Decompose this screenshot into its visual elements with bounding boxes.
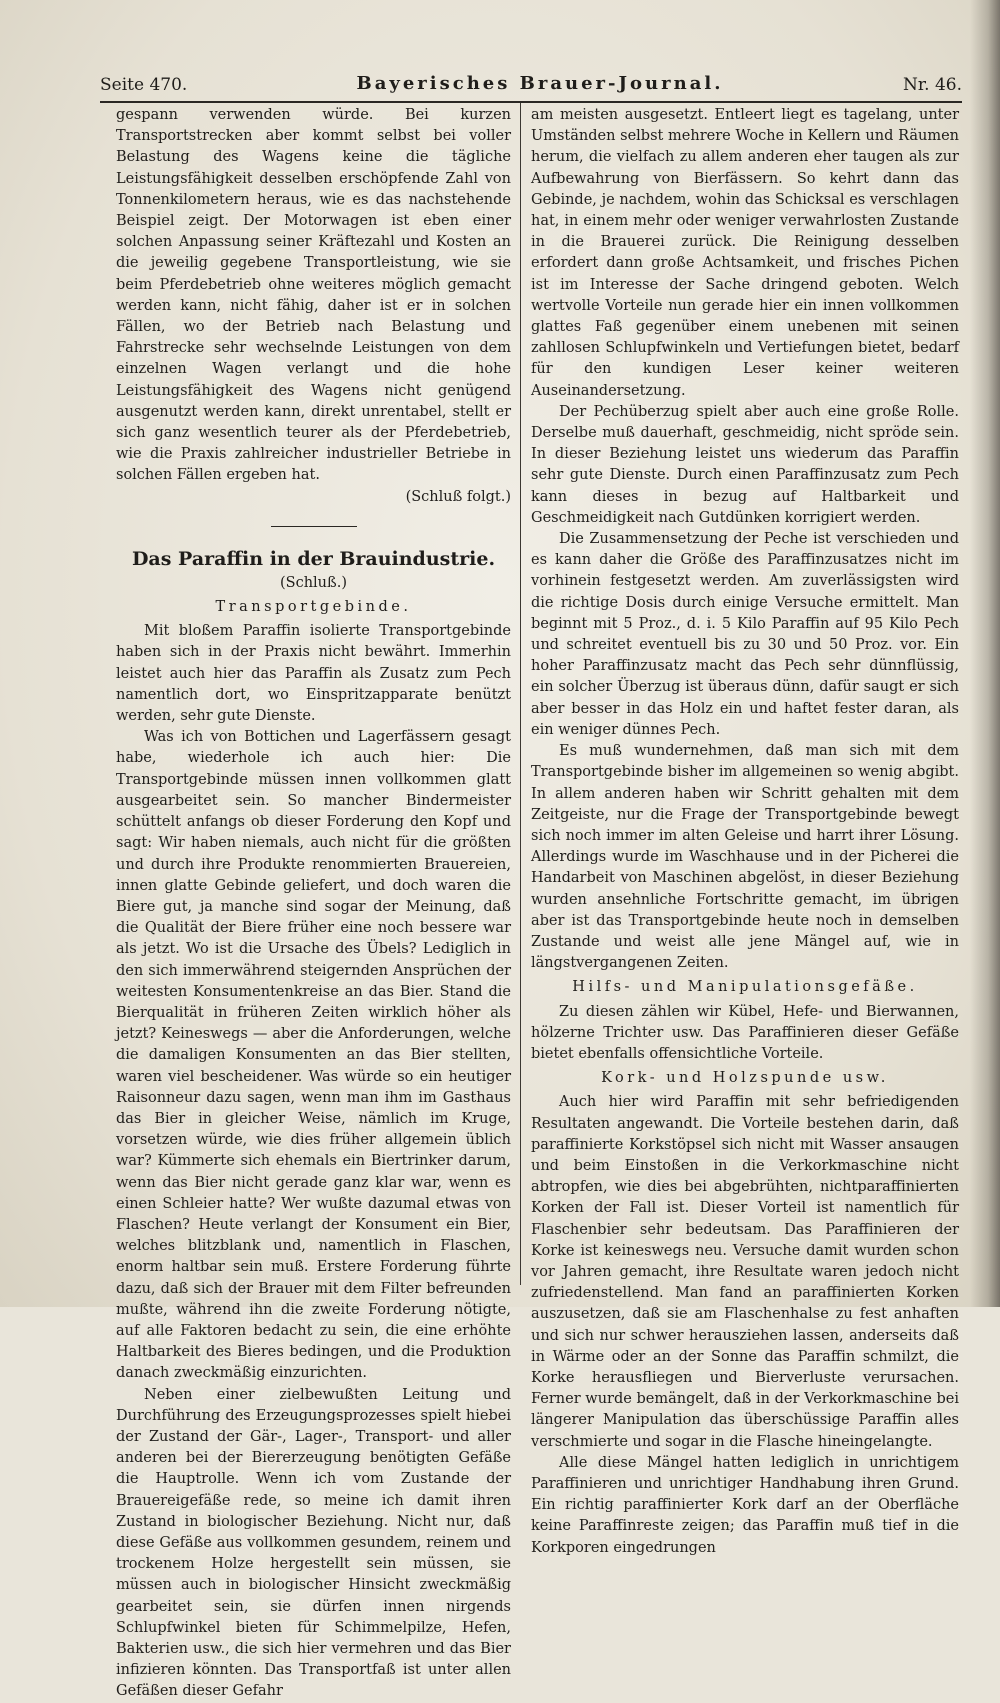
column-divider (520, 103, 521, 1285)
paragraph: Der Pechüberzug spielt aber auch eine große Rolle. Derselbe muß dauerhaft, geschmeidig, nicht spröde sein. In dieser Beziehung leistet uns wiederum das Paraffin sehr gute Dienste. Durch einen Paraffinzusatz zum Pech kann dieses in bezug auf Haltbarkeit und Geschmeidigkeit nach Gutdünken korrigiert werden. (531, 403, 959, 526)
paragraph: Was ich von Bottichen und Lagerfässern gesagt habe, wiederhole ich auch hier: Die Transportgebinde müssen innen vollkommen glatt ausgearbeitet sein. So mancher Bindermeister schüttelt anfangs ob dieser Forderung den Kopf und sagt: Wir haben niemals, auch nicht für die größten und durch ihre Produkte renommierten Brauereien, innen glatte Gebinde geliefert, und doch waren die Biere gut, ja manche sind sogar der Meinung, daß die Qualität der Biere früher eine noch bessere war als jetzt. Wo ist die Ursache des Übels? Lediglich in den sich immerwährend steigernden Ansprüchen der weitesten Konsumentenkreise an das Bier. Stand die Bierqualität in früheren Zeiten wirklich höher als jetzt? Keineswegs — aber die Anforderungen, welche die damaligen Konsumenten an das Bier stellten, waren viel bescheidener. Was würde so ein heutiger Raisonneur dazu sagen, wenn man ihm im Gasthaus das Bier in gleicher Weise, nämlich im Kruge, vorsetzen würde, wie dies früher allgemein üblich war? Kümmerte sich ehemals ein Biertrinker darum, wenn das Bier nicht gerade ganz klar war, wenn es einen Schleier hatte? Wer wußte dazumal etwas von Flaschen? Heute verlangt der Konsument ein Bier, welches blitzblank und, namentlich in Flaschen, enorm haltbar sein muß. Erstere Forderung führte dazu, daß sich der Brauer mit dem Filter befreunden mußte, während ihn die zweite Forderung nötigte, auf alle Faktoren bedacht zu sein, die eine erhöhte Haltbarkeit des Bieres bedingen, und die Produktion danach zweckmäßig einzurichten. (116, 729, 511, 1382)
paragraph: Die Zusammensetzung der Peche ist verschieden und es kann daher die Größe des Paraffinzusatzes nicht im vorhinein festgesetzt werden. Am zuverlässigsten wird die richtige Dosis durch einige Versuche ermittelt. Man beginnt mit 5 Proz., d. i. 5 Kilo Paraffin auf 95 Kilo Pech und schreitet eventuell bis zu 30 und 50 Proz. vor. Ein hoher Paraffinzusatz macht das Pech sehr dünnflüssig, ein solcher Überzug ist überaus dünn, dafür saugt er sich aber besser in das Holz ein und haftet fester daran, als ein weniger dünnes Pech. (531, 531, 959, 738)
section-heading: Kork- und Holzspunde usw. (601, 1070, 889, 1087)
paragraph: Alle diese Mängel hatten lediglich in unrichtigem Paraffinieren und unrichtiger Handhabung ihren Grund. Ein richtig paraffinierter Kork darf an der Oberfläche keine Paraffinreste zeigen; das Paraffin muß tief in die Korkporen eingedrungen (531, 1454, 959, 1556)
section-heading: Hilfs- und Manipulationsgefäße. (572, 979, 918, 996)
continuation-note: (Schluß folgt.) (405, 488, 511, 505)
article-subtitle: (Schluß.) (280, 574, 347, 591)
paragraph: Neben einer zielbewußten Leitung und Durchführung des Erzeugungsprozesses spielt hiebei der Zustand der Gär-, Lager-, Transport- und aller anderen bei der Biererzeugung benötigten Gefäße die Hauptrolle. Wenn ich vom Zustande der Brauereigefäße rede, so meine ich damit ihren Zustand in biologischer Beziehung. Nicht nur, daß diese Gefäße aus vollkommen gesundem, reinem und trockenem Holze hergestellt sein müssen, sie müssen auch in biologischer Hinsicht zweckmäßig gearbeitet sein, sie dürfen innen nirgends Schlupfwinkel bieten für Schimmelpilze, Hefen, Bakterien usw., die sich hier vermehren und das Bier infizieren könnten. Das Transportfaß ist unter allen Gefäßen dieser Gefahr (116, 1386, 511, 1700)
page-number: Seite 470. (100, 75, 188, 95)
paragraph: Es muß wundernehmen, daß man sich mit dem Transportgebinde bisher im allgemeinen so wenig abgibt. In allem anderen haben wir Schritt gehalten mit dem Zeitgeiste, nur die Frage der Transportgebinde bewegt sich noch immer im alten Geleise und harrt ihrer Lösung. Allerdings wurde im Waschhause und in der Picherei die Handarbeit von Maschinen abgelöst, in dieser Beziehung wurden ansehnliche Fortschritte gemacht, im übrigen aber ist das Transportgebinde heute noch in demselben Zustande und weist alle jene Mängel auf, wie in längstvergangenen Zeiten. (531, 743, 959, 972)
paragraph: gespann verwenden würde. Bei kurzen Transportstrecken aber kommt selbst bei voller Belastung des Wagens keine die tägliche Leistungsfähigkeit desselben erschöpfende Zahl von Tonnenkilometern heraus, wie es das nachstehende Beispiel zeigt. Der Motorwagen ist eben einer solchen Anpassung seiner Kräftezahl und Kosten an die jeweilig gegebene Transportleistung, wie sie beim Pferdebetrieb ohne weiteres möglich gemacht werden kann, nicht fähig, daher ist er in solchen Fällen, wo der Betrieb nach Belastung und Fahrstrecke sehr wechselnde Leistungen von dem einzelnen Wagen verlangt und die hohe Leistungsfähigkeit des Wagens nicht genügend ausgenutzt werden kann, direkt unrentabel, stellt er sich ganz wesentlich teurer als der Pferdebetrieb, wie die Praxis zahlreicher industrieller Betriebe in solchen Fällen ergeben hat. (116, 107, 511, 484)
header-rule (100, 101, 962, 103)
article-separator (271, 526, 357, 527)
paragraph: Mit bloßem Paraffin isolierte Transportgebinde haben sich in der Praxis nicht bewährt. Immerhin leistet auch hier das Paraffin als Zusatz zum Pech namentlich dort, wo Einspritzapparate benützt werden, sehr gute Dienste. (116, 623, 511, 725)
page-shadow-edge (970, 0, 1000, 1307)
right-column (531, 105, 959, 1559)
section-heading: Transportgebinde. (215, 599, 412, 616)
page-header (100, 73, 962, 101)
paragraph: am meisten ausgesetzt. Entleert liegt es tagelang, unter Umständen selbst mehrere Woche in Kellern und Räumen herum, die vielfach zu allem anderen eher taugen als zur Aufbewahrung von Bierfässern. So kehrt dann das Gebinde, je nachdem, wohin das Schicksal es verschlagen hat, in einem mehr oder weniger verwahrlosten Zustande in die Brauerei zurück. Die Reinigung desselben erfordert dann große Achtsamkeit, und frisches Pichen ist im Interesse der Sache dringend geboten. Welch wertvolle Vorteile nun gerade hier ein innen vollkommen glattes Faß gegenüber einem unebenen mit seinen zahllosen Schlupfwinkeln und Vertiefungen bietet, bedarf für den kundigen Leser keiner weiteren Auseinandersetzung. (531, 107, 959, 399)
paragraph: Zu diesen zählen wir Kübel, Hefe- und Bierwannen, hölzerne Trichter usw. Das Paraffinieren dieser Gefäße bietet ebenfalls offensichtliche Vorteile. (531, 1003, 959, 1062)
issue-number: Nr. 46. (903, 75, 962, 95)
article-title: Das Paraffin in der Brauindustrie. (131, 547, 496, 570)
journal-title: Bayerisches Brauer-Journal. (356, 73, 724, 94)
paragraph: Auch hier wird Paraffin mit sehr befriedigenden Resultaten angewandt. Die Vorteile bestehen darin, daß paraffinierte Korkstöpsel sich nicht mit Wasser ansaugen und beim Einstoßen in die Verkorkmaschine nicht abtropfen, wie dies bei abgebrühten, nichtparaffinierten Korken der Fall ist. Dieser Vorteil ist namentlich für Flaschenbier sehr bedeutsam. Das Paraffinieren der Korke ist keineswegs neu. Versuche damit wurden schon vor Jahren gemacht, ihre Resultate waren jedoch nicht zufriedenstellend. Man fand an paraffinierten Korken auszusetzen, daß sie am Flaschenhalse zu fest anhaften und sich nur schwer herausziehen lassen, anderseits daß in Wärme oder an der Sonne das Paraffin schmilzt, die Korke herausfliegen und Bierverluste verursachen. Ferner wurde bemängelt, daß in der Verkorkmaschine bei längerer Manipulation das überschüssige Paraffin alles verschmierte und sogar in die Flasche hineingelangte. (531, 1094, 959, 1450)
left-column (116, 105, 511, 1703)
